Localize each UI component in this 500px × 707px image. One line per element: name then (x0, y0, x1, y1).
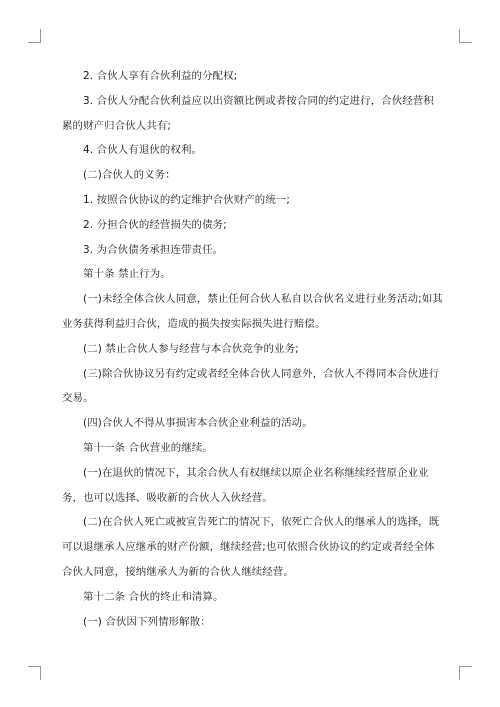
paragraph: (四)合伙人不得从事损害本合伙企业利益的活动。 (83, 417, 313, 430)
paragraph: (一)在退伙的情况下，其余合伙人有权继续以原企业名称继续经营原企业业务，也可以选择、吸收新的合伙人入伙经营。 (62, 466, 429, 504)
paragraph: (三)除合伙协议另有约定或者经全体合伙人同意外，合伙人不得同本合伙进行交易。 (62, 367, 440, 405)
corner-mark-bottom-left (28, 666, 40, 667)
paragraph: 3. 合伙人分配合伙利益应以出资额比例或者按合同的约定进行，合伙经营积累的财产归合伙人共有; (62, 94, 434, 132)
paragraph: (二) 禁止合伙人参与经营与本合伙竞争的业务; (83, 342, 299, 355)
article-heading: 第十一条 合伙营业的继续。 (83, 441, 213, 454)
article-heading: 第十二条 合伙的终止和清算。 (83, 590, 224, 603)
paragraph: 2. 合伙人享有合伙利益的分配权; (83, 70, 238, 82)
article-heading: 第十条 禁止行为。 (83, 268, 171, 281)
corner-mark-bottom-right (459, 666, 460, 680)
paragraph: 3. 为合伙债务承担连带责任。 (83, 243, 224, 256)
corner-mark-bottom-right (460, 666, 472, 667)
document-body (62, 64, 444, 634)
paragraph: (二)在合伙人死亡或被宣告死亡的情况下，依死亡合伙人的继承人的选择，既可以退继承人应继承的财产份额，继续经营;也可依照合伙协议的约定或者经全体合伙人同意，接纳继承人为新的合伙人继续经营。 (62, 516, 440, 578)
corner-mark-top-left (28, 42, 40, 43)
paragraph: 2. 分担合伙的经营损失的债务; (83, 218, 227, 231)
paragraph: 1. 按照合伙协议的约定维护合伙财产的统一; (83, 193, 291, 206)
corner-mark-top-left (40, 29, 41, 43)
corner-mark-bottom-left (40, 666, 41, 680)
paragraph: 4. 合伙人有退伙的权利。 (83, 144, 203, 157)
paragraph: (一)未经全体合伙人同意，禁止任何合伙人私自以合伙名义进行业务活动;如其业务获得利益归合伙，造成的损失按实际损失进行赔偿。 (62, 293, 443, 330)
corner-mark-top-right (459, 29, 460, 43)
corner-mark-top-right (460, 42, 472, 43)
section-heading: (二)合伙人的义务： (83, 169, 176, 182)
paragraph: (一) 合伙因下列情形解散： (83, 615, 211, 628)
